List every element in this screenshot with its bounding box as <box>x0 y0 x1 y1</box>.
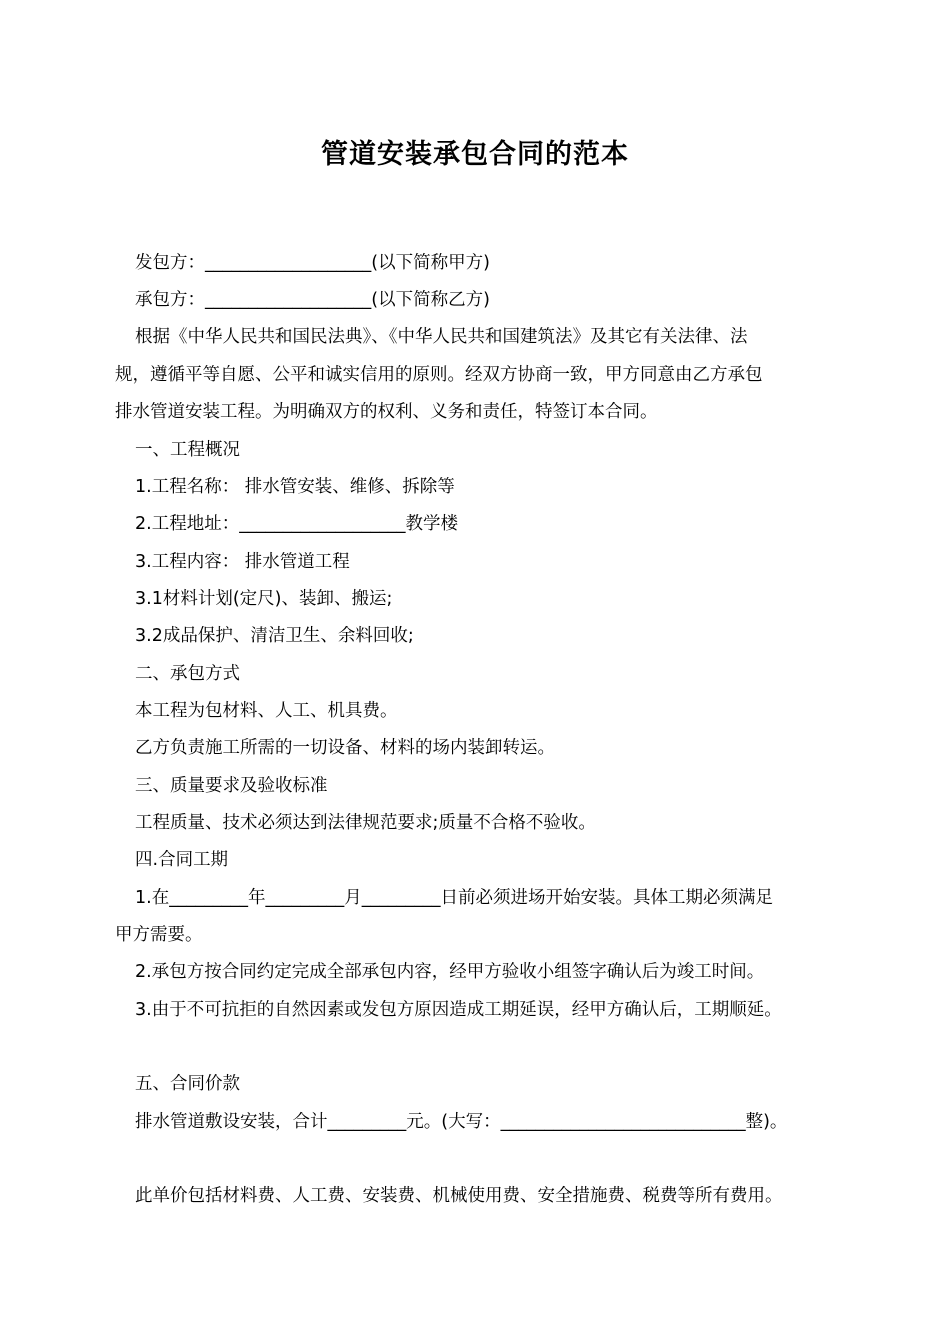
section-1-heading: 一、工程概况 <box>135 440 240 460</box>
schedule-line-3: 3.由于不可抗拒的自然因素或发包方原因造成工期延误，经甲方确认后，工期顺延。 <box>135 1000 782 1020</box>
party-a-line: 发包方：___________________(以下简称甲方) <box>135 253 490 273</box>
preamble-line-2: 规，遵循平等自愿、公平和诚实信用的原则。经双方协商一致，甲方同意由乙方承包 <box>115 365 763 385</box>
section-2-heading: 二、承包方式 <box>135 664 240 684</box>
document-title: 管道安装承包合同的范本 <box>321 139 629 170</box>
party-b-line: 承包方：___________________(以下简称乙方) <box>135 290 490 310</box>
section-3-heading: 三、质量要求及验收标准 <box>135 776 328 796</box>
section-4-heading: 四.合同工期 <box>135 850 229 870</box>
schedule-line-2: 2.承包方按合同约定完成全部承包内容，经甲方验收小组签字确认后为竣工时间。 <box>135 962 765 982</box>
section-5-heading: 五、合同价款 <box>135 1074 240 1094</box>
contract-mode-line-1: 本工程为包材料、人工、机具费。 <box>135 701 398 721</box>
content-item-3-2: 3.2成品保护、清洁卫生、余料回收; <box>135 626 414 646</box>
project-address-line: 2.工程地址：___________________教学楼 <box>135 514 458 534</box>
preamble-line-1: 根据《中华人民共和国民法典》、《中华人民共和国建筑法》及其它有关法律、法 <box>135 327 748 347</box>
quality-line: 工程质量、技术必须达到法律规范要求;质量不合格不验收。 <box>135 813 596 833</box>
project-content-line: 3.工程内容： 排水管道工程 <box>135 552 350 572</box>
preamble-line-3: 排水管道安装工程。为明确双方的权利、义务和责任，特签订本合同。 <box>115 402 658 422</box>
contract-mode-line-2: 乙方负责施工所需的一切设备、材料的场内装卸转运。 <box>135 738 555 758</box>
schedule-line-1: 1.在_________年_________月_________日前必须进场开始安装。具体工期必须满足 <box>135 888 773 908</box>
content-item-3-1: 3.1材料计划(定尺)、装卸、搬运; <box>135 589 393 609</box>
project-name-line: 1.工程名称： 排水管安装、维修、拆除等 <box>135 477 455 497</box>
price-line: 排水管道敷设安装，合计_________元。(大写：____________________________整)。 <box>135 1112 788 1132</box>
price-scope-line: 此单价包括材料费、人工费、安装费、机械使用费、安全措施费、税费等所有费用。 <box>135 1186 783 1206</box>
schedule-line-1-cont: 甲方需要。 <box>115 925 203 945</box>
